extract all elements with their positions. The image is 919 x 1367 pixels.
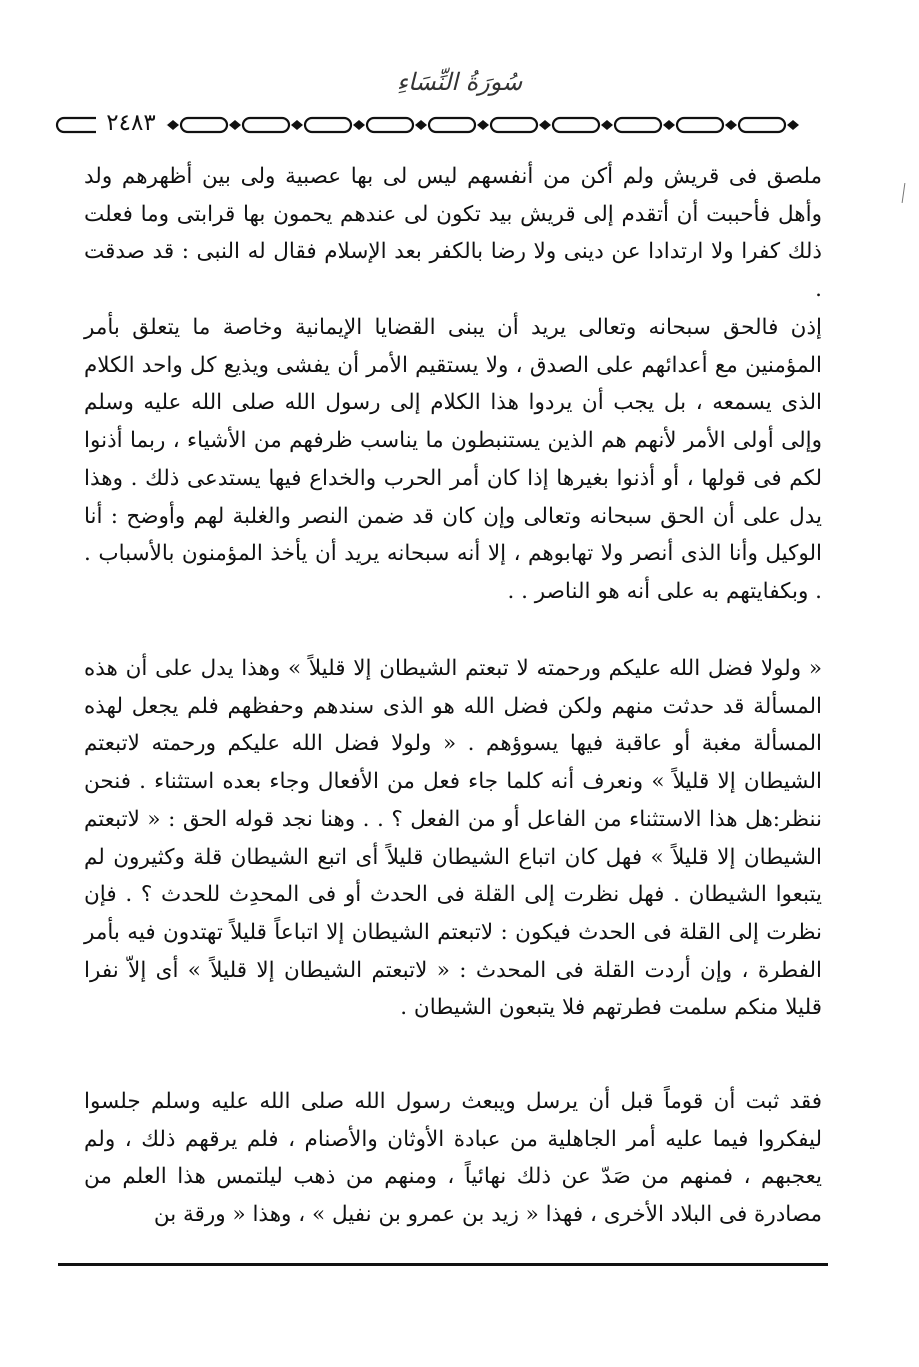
chain-diamond [477,120,489,130]
paragraph-4: فقد ثبت أن قوماً قبل أن يرسل ويبعث رسول الله صلى الله عليه وسلم جلسوا ليفكروا فيما عليه أمر الجاهلية من عبادة الأوثان والأصنام ، فلم يرقهم ذلك ، ولم يعجبهم ، فمنهم من صَدّ عن ذلك نهائياً ، ومنهم من ذهب ليلتمس هذا العلم من مصادرة فى البلاد الأخرى ، فهذا « زيد بن عمرو بن نفيل » ، وهذا « ورقة بن [84,1089,822,1228]
chain-diamond [353,120,365,130]
chain-diamond [725,120,737,130]
chain-diamond [663,120,675,130]
surah-title: سُورَةُ النِّسَاءِ [396,68,523,96]
chain-diamond [229,120,241,130]
header-ornament-band [55,112,830,138]
chain-link [305,118,351,132]
paragraph-2: إذن فالحق سبحانه وتعالى يريد أن يبنى القضايا الإيمانية وخاصة ما يتعلق بأمر المؤمنين مع أعدائهم على الصدق ، ولا يستقيم الأمر أن يفشى ويذيع كل واحد الكلام الذى يسمعه ، بل يجب أن يردوا هذا الكلام إلى رسول الله صلى الله عليه وسلم وإلى أولى الأمر لأنهم هم الذين يستنبطون ما يناسب ظرفهم من الأشياء ، ربما أذنوا لكم فى قولها ، أو أذنوا بغيرها إذا كان أمر الحرب والخداع فيها يستدعى ذلك . وهذا يدل على أن الحق سبحانه وتعالى وإن كان قد ضمن النصر والغلبة لهم وأوضح : أنا الوكيل وأنا الذى أنصر ولا تهابوهم ، إلا أنه سبحانه يريد أن يأخذ المؤمنون بالأسباب . . وبكفايتهم به على أنه هو الناصر . . [84,315,822,604]
chain-diamond [787,120,799,130]
chain-link [553,118,599,132]
chain-link [615,118,661,132]
chain-link [739,118,785,132]
chain-diamond [415,120,427,130]
bottom-rule [58,1263,828,1266]
paragraph-1: ملصق فى قريش ولم أكن من أنفسهم ليس لى بها عصبية ولى بين أظهرهم ولد وأهل فأحببت أن أتقدم إلى قريش بيد تكون لى عندهم يحمون بها قرابتى وما فعلت ذلك كفرا ولا ارتدادا عن دينى ولا رضا بالكفر بعد الإسلام فقال له النبى : قد صدقت . [84,164,822,303]
chain-link [367,118,413,132]
chain-link [491,118,537,132]
page-number: ٢٤٨٣ [96,108,166,138]
chain-diamond [601,120,613,130]
chain-link [677,118,723,132]
paragraph-3: « ولولا فضل الله عليكم ورحمته لا تبعتم الشيطان إلا قليلاً » وهذا يدل على أن هذه المسألة قد حدثت منهم ولكن فضل الله هو الذى سندهم وحفظهم فلم يجعل لهذه المسألة مغبة أو عاقبة فيها يسوؤهم . « ولولا فضل الله عليكم ورحمته لاتبعتم الشيطان إلا قليلاً » ونعرف أنه كلما جاء فعل من الأفعال وجاء بعده استثناء . فنحن ننظر:هل هذا الاستثناء من الفاعل أو من الفعل ؟ . . وهنا نجد قوله الحق : « لاتبعتم الشيطان إلا قليلاً » فهل كان اتباع الشيطان قليلاً أى اتبع الشيطان قلة وكثيرون لم يتبعوا الشيطان . فهل نظرت إلى القلة فى الحدث أو فى المحدِث للحدث ؟ . فإن نظرت إلى القلة فى الحدث فيكون : لاتبعتم الشيطان إلا اتباعاً قليلاً تهتدون فيه بأمر الفطرة ، وإن أردت القلة فى المحدث : « لاتبعتم الشيطان إلا قليلاً » أى إلاّ نفرا قليلا منكم سلمت فطرتهم فلا يتبعون الشيطان . [84,656,822,1021]
chain-link [429,118,475,132]
chain-ornament-icon [55,112,830,138]
chain-diamond [291,120,303,130]
chain-diamond [167,120,179,130]
chain-link [181,118,227,132]
chain-diamond [539,120,551,130]
chain-link [243,118,289,132]
margin-mark [902,183,906,203]
